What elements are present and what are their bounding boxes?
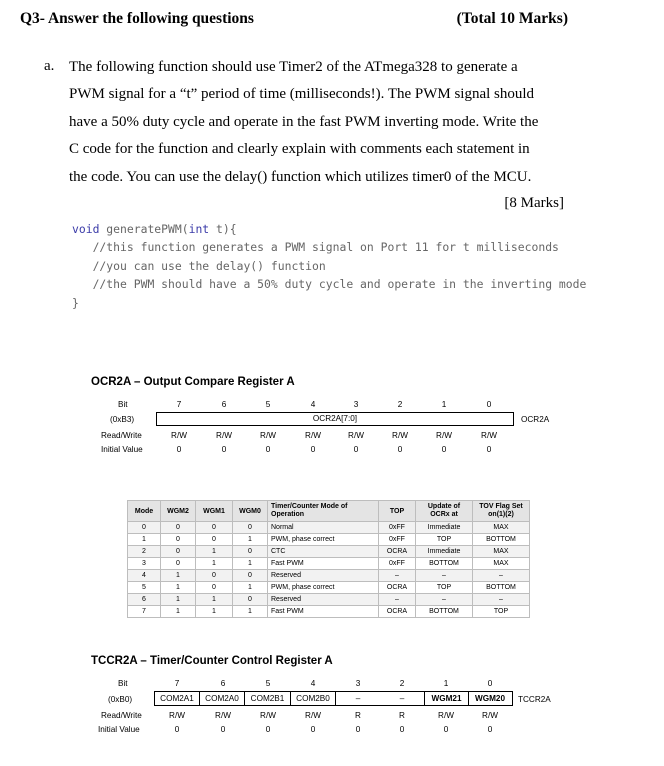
table-row bbox=[128, 570, 530, 582]
tccr2a-title: TCCR2A – Timer/Counter Control Register A bbox=[91, 655, 333, 667]
tccr2a-register-name: TCCR2A bbox=[518, 695, 551, 704]
col-header: Update of OCRx at bbox=[416, 501, 473, 522]
tccr2a-field: COM2B1 bbox=[245, 692, 291, 705]
ocr2a-bit-number: 1 bbox=[441, 400, 447, 409]
tccr2a-label-bit: Bit bbox=[118, 679, 128, 688]
table-cell: 1 bbox=[161, 606, 196, 618]
paragraph-line: PWM signal for a “t” period of time (milliseconds!). The PWM signal should bbox=[69, 86, 535, 103]
tccr2a-access: R/W bbox=[438, 711, 454, 720]
ocr2a-initial: 0 bbox=[353, 445, 359, 454]
col-header: Mode bbox=[128, 501, 161, 522]
ocr2a-initial: 0 bbox=[176, 445, 182, 454]
table-cell: 7 bbox=[128, 606, 161, 618]
table-cell: 0 bbox=[161, 534, 196, 546]
table-row bbox=[128, 558, 530, 570]
tccr2a-initial: 0 bbox=[310, 725, 316, 734]
tccr2a-initial: 0 bbox=[399, 725, 405, 734]
tccr2a-label-initial: Initial Value bbox=[98, 725, 140, 734]
table-cell: Reserved bbox=[268, 570, 379, 582]
tccr2a-field: WGM21 bbox=[425, 692, 469, 705]
tccr2a-bit-number: 4 bbox=[310, 679, 316, 688]
tccr2a-initial: 0 bbox=[443, 725, 449, 734]
col-header: WGM0 bbox=[233, 501, 268, 522]
table-cell: – bbox=[416, 570, 473, 582]
ocr2a-bit-number: 2 bbox=[397, 400, 403, 409]
table-cell: MAX bbox=[473, 546, 530, 558]
table-row bbox=[128, 546, 530, 558]
tccr2a-initial: 0 bbox=[220, 725, 226, 734]
table-cell: 0 bbox=[196, 570, 233, 582]
code-close-brace: } bbox=[72, 295, 79, 310]
ocr2a-label-bit: Bit bbox=[118, 400, 128, 409]
ocr2a-label-initial: Initial Value bbox=[101, 445, 143, 454]
table-cell: MAX bbox=[473, 558, 530, 570]
tccr2a-initial: 0 bbox=[487, 725, 493, 734]
ocr2a-bit-number: 5 bbox=[265, 400, 271, 409]
table-cell: 1 bbox=[233, 606, 268, 618]
table-cell: – bbox=[416, 594, 473, 606]
table-cell: 0 bbox=[196, 522, 233, 534]
tccr2a-access: R/W bbox=[305, 711, 321, 720]
tccr2a-initial: 0 bbox=[174, 725, 180, 734]
code-function-name: generatePWM bbox=[106, 222, 182, 236]
col-header: Timer/Counter Mode of Operation bbox=[268, 501, 379, 522]
ocr2a-initial: 0 bbox=[310, 445, 316, 454]
table-row bbox=[128, 522, 530, 534]
tccr2a-field: – bbox=[355, 694, 361, 703]
ocr2a-access: R/W bbox=[171, 431, 187, 440]
tccr2a-access: R/W bbox=[260, 711, 276, 720]
col-header: WGM2 bbox=[161, 501, 196, 522]
table-cell: TOP bbox=[416, 534, 473, 546]
table-cell: 1 bbox=[161, 570, 196, 582]
ocr2a-label-address: (0xB3) bbox=[110, 415, 135, 424]
table-cell: Fast PWM bbox=[268, 558, 379, 570]
table-cell: 0 bbox=[233, 594, 268, 606]
ocr2a-bit-number: 7 bbox=[176, 400, 182, 409]
ocr2a-initial: 0 bbox=[221, 445, 227, 454]
table-cell: Normal bbox=[268, 522, 379, 534]
table-cell: 5 bbox=[128, 582, 161, 594]
ocr2a-bit-number: 0 bbox=[486, 400, 492, 409]
question-heading: Q3- Answer the following questions bbox=[20, 10, 254, 27]
table-cell: 0 bbox=[161, 546, 196, 558]
wgm-mode-table bbox=[127, 500, 530, 618]
ocr2a-access: R/W bbox=[216, 431, 232, 440]
paragraph-line: C code for the function and clearly explain with comments each statement in bbox=[69, 141, 530, 158]
table-row bbox=[128, 582, 530, 594]
code-paren: ( bbox=[181, 222, 189, 236]
table-row bbox=[128, 606, 530, 618]
ocr2a-access: R/W bbox=[348, 431, 364, 440]
table-cell: TOP bbox=[473, 606, 530, 618]
table-cell: 1 bbox=[161, 594, 196, 606]
table-cell: 0 bbox=[233, 522, 268, 534]
code-params: t){ bbox=[209, 222, 237, 236]
ocr2a-field-name: OCR2A[7:0] bbox=[312, 414, 358, 423]
total-marks: (Total 10 Marks) bbox=[456, 10, 568, 27]
code-block bbox=[72, 220, 586, 312]
paragraph-line: The following function should use Timer2 of the ATmega328 to generate a bbox=[69, 59, 518, 75]
ocr2a-initial: 0 bbox=[441, 445, 447, 454]
tccr2a-bit-number: 5 bbox=[265, 679, 271, 688]
table-cell: PWM, phase correct bbox=[268, 582, 379, 594]
table-cell: Immediate bbox=[416, 522, 473, 534]
table-cell: 1 bbox=[196, 606, 233, 618]
ocr2a-initial: 0 bbox=[265, 445, 271, 454]
ocr2a-bit-number: 4 bbox=[310, 400, 316, 409]
ocr2a-access: R/W bbox=[392, 431, 408, 440]
ocr2a-access: R/W bbox=[260, 431, 276, 440]
ocr2a-initial: 0 bbox=[486, 445, 492, 454]
paragraph-line: the code. You can use the delay() function which utilizes timer0 of the MCU. bbox=[69, 168, 532, 185]
table-cell: 0 bbox=[196, 582, 233, 594]
ocr2a-register-name: OCR2A bbox=[521, 415, 550, 424]
table-cell: CTC bbox=[268, 546, 379, 558]
table-cell: 0xFF bbox=[379, 558, 416, 570]
table-cell: PWM, phase correct bbox=[268, 534, 379, 546]
tccr2a-access: R/W bbox=[169, 711, 185, 720]
table-cell: 0xFF bbox=[379, 534, 416, 546]
tccr2a-label-address: (0xB0) bbox=[108, 695, 133, 704]
code-comment: //this function generates a PWM signal on Port 11 for t milliseconds bbox=[92, 240, 559, 255]
table-cell: 1 bbox=[233, 558, 268, 570]
table-cell: 6 bbox=[128, 594, 161, 606]
col-header: TOV Flag Set on(1)(2) bbox=[473, 501, 530, 522]
tccr2a-bit-number: 7 bbox=[174, 679, 180, 688]
table-cell: 0 bbox=[128, 522, 161, 534]
table-cell: 1 bbox=[161, 582, 196, 594]
table-cell: Immediate bbox=[416, 546, 473, 558]
paragraph-line: have a 50% duty cycle and operate in the fast PWM inverting mode. Write the bbox=[69, 113, 539, 130]
table-row bbox=[128, 534, 530, 546]
table-cell: 1 bbox=[128, 534, 161, 546]
tccr2a-bit-number: 6 bbox=[220, 679, 226, 688]
ocr2a-access: R/W bbox=[436, 431, 452, 440]
table-cell: – bbox=[473, 594, 530, 606]
table-cell: 0 bbox=[196, 534, 233, 546]
table-cell: 4 bbox=[128, 570, 161, 582]
table-cell: 0 bbox=[161, 522, 196, 534]
table-cell: 1 bbox=[196, 546, 233, 558]
table-cell: 1 bbox=[233, 534, 268, 546]
item-letter: a. bbox=[44, 58, 55, 74]
table-cell: BOTTOM bbox=[473, 582, 530, 594]
table-cell: 0 bbox=[233, 546, 268, 558]
table-cell: 0xFF bbox=[379, 522, 416, 534]
tccr2a-field: WGM20 bbox=[474, 694, 506, 703]
table-cell: 1 bbox=[233, 582, 268, 594]
tccr2a-access: R/W bbox=[215, 711, 231, 720]
tccr2a-bit-number: 0 bbox=[487, 679, 493, 688]
col-header: WGM1 bbox=[196, 501, 233, 522]
table-header-row bbox=[128, 501, 530, 522]
ocr2a-label-readwrite: Read/Write bbox=[101, 431, 142, 440]
table-cell: BOTTOM bbox=[416, 606, 473, 618]
ocr2a-bit-number: 6 bbox=[221, 400, 227, 409]
item-marks: [8 Marks] bbox=[504, 195, 564, 211]
tccr2a-access: R bbox=[355, 711, 361, 720]
table-cell: – bbox=[379, 570, 416, 582]
table-cell: OCRA bbox=[379, 582, 416, 594]
table-cell: – bbox=[379, 594, 416, 606]
table-cell: OCRA bbox=[379, 606, 416, 618]
table-cell: OCRA bbox=[379, 546, 416, 558]
table-cell: 0 bbox=[233, 570, 268, 582]
ocr2a-title: OCR2A – Output Compare Register A bbox=[91, 376, 295, 388]
code-keyword: void bbox=[72, 222, 100, 236]
tccr2a-access: R/W bbox=[482, 711, 498, 720]
ocr2a-initial: 0 bbox=[397, 445, 403, 454]
table-cell: BOTTOM bbox=[416, 558, 473, 570]
table-cell: Fast PWM bbox=[268, 606, 379, 618]
table-cell: BOTTOM bbox=[473, 534, 530, 546]
table-cell: MAX bbox=[473, 522, 530, 534]
table-cell: Reserved bbox=[268, 594, 379, 606]
tccr2a-access: R bbox=[399, 711, 405, 720]
ocr2a-field-box bbox=[156, 412, 514, 426]
table-cell: TOP bbox=[416, 582, 473, 594]
table-cell: – bbox=[473, 570, 530, 582]
code-keyword: int bbox=[188, 222, 210, 236]
tccr2a-field: COM2B0 bbox=[291, 692, 336, 705]
code-comment: //you can use the delay() function bbox=[92, 258, 326, 273]
ocr2a-access: R/W bbox=[305, 431, 321, 440]
tccr2a-initial: 0 bbox=[265, 725, 271, 734]
question-paragraph bbox=[69, 56, 575, 193]
table-cell: 3 bbox=[128, 558, 161, 570]
tccr2a-initial: 0 bbox=[355, 725, 361, 734]
tccr2a-field: COM2A1 bbox=[155, 692, 200, 705]
code-comment: //the PWM should have a 50% duty cycle and operate in the inverting mode bbox=[92, 277, 587, 292]
tccr2a-bit-number: 1 bbox=[443, 679, 449, 688]
tccr2a-bit-number: 2 bbox=[399, 679, 405, 688]
table-row bbox=[128, 594, 530, 606]
tccr2a-field: COM2A0 bbox=[200, 692, 245, 705]
table-cell: 1 bbox=[196, 594, 233, 606]
col-header: TOP bbox=[379, 501, 416, 522]
table-cell: 1 bbox=[196, 558, 233, 570]
table-cell: 0 bbox=[161, 558, 196, 570]
ocr2a-bit-number: 3 bbox=[353, 400, 359, 409]
tccr2a-field: – bbox=[380, 692, 425, 705]
tccr2a-label-readwrite: Read/Write bbox=[101, 711, 142, 720]
ocr2a-access: R/W bbox=[481, 431, 497, 440]
tccr2a-bit-number: 3 bbox=[355, 679, 361, 688]
table-cell: 2 bbox=[128, 546, 161, 558]
